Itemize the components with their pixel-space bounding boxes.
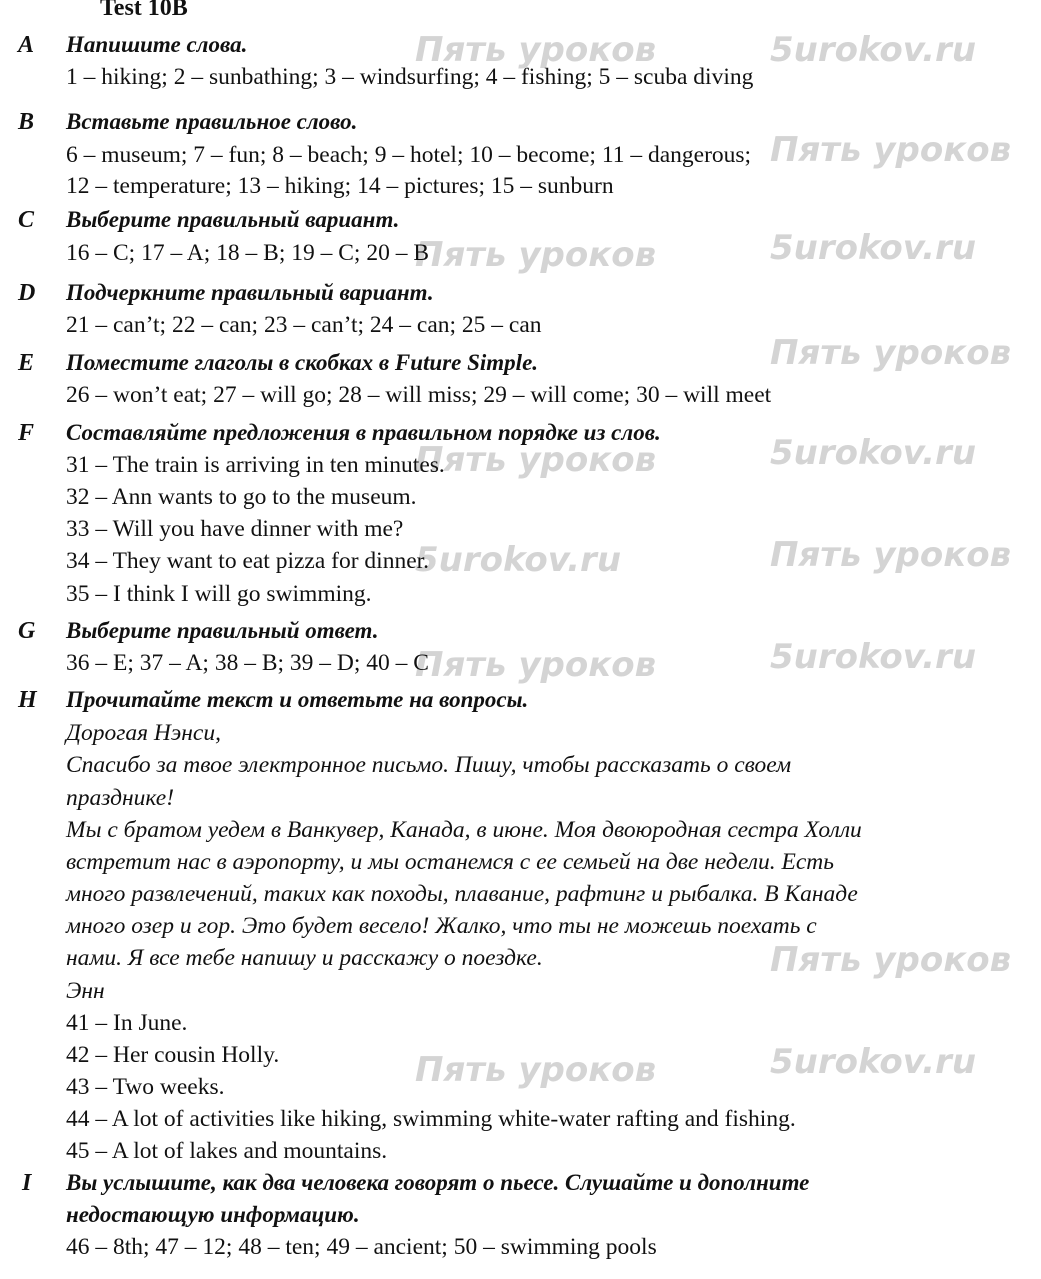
section-letter: E bbox=[18, 350, 35, 376]
watermark: Пять уроков bbox=[415, 645, 657, 685]
answer-line: 26 – won’t eat; 27 – will go; 28 – will miss; 29 – will come; 30 – will meet bbox=[66, 382, 772, 408]
section-heading: Выберите правильный ответ. bbox=[66, 618, 379, 643]
answer-line: 6 – museum; 7 – fun; 8 – beach; 9 – hotel; 10 – become; 11 – dangerous; bbox=[66, 142, 752, 168]
watermark: 5urokov.ru bbox=[770, 30, 977, 70]
watermark: Пять уроков bbox=[770, 940, 1012, 980]
answer-line: 21 – can’t; 22 – can; 23 – can’t; 24 – can; 25 – can bbox=[66, 312, 542, 338]
watermark: 5urokov.ru bbox=[770, 433, 977, 473]
watermark: Пять уроков bbox=[415, 440, 657, 480]
section-letter: D bbox=[18, 280, 36, 306]
answer-line: 36 – E; 37 – A; 38 – B; 39 – D; 40 – C bbox=[66, 650, 429, 676]
section-letter: G bbox=[18, 618, 36, 644]
watermark: 5urokov.ru bbox=[415, 540, 622, 580]
section-heading-continued: недостающую информацию. bbox=[66, 1202, 360, 1227]
answer-line: 44 – A lot of activities like hiking, swimming white-water rafting and fishing. bbox=[66, 1106, 796, 1132]
section-heading: Составляйте предложения в правильном порядке из слов. bbox=[66, 420, 661, 445]
letter-text-line: празднике! bbox=[66, 785, 175, 811]
watermark: Пять уроков bbox=[770, 535, 1012, 575]
answer-line: 41 – In June. bbox=[66, 1010, 188, 1036]
answer-line: 32 – Ann wants to go to the museum. bbox=[66, 484, 417, 510]
watermark: Пять уроков bbox=[415, 30, 657, 70]
page-title: Test 10B bbox=[100, 0, 188, 21]
letter-signature: Энн bbox=[66, 978, 105, 1004]
section-letter: A bbox=[18, 32, 35, 58]
answer-line: 46 – 8th; 47 – 12; 48 – ten; 49 – ancient; 50 – swimming pools bbox=[66, 1234, 657, 1260]
answer-line: 31 – The train is arriving in ten minutes. bbox=[66, 452, 445, 478]
section-letter: I bbox=[22, 1170, 32, 1196]
watermark: Пять уроков bbox=[415, 1050, 657, 1090]
section-heading: Выберите правильный вариант. bbox=[66, 207, 400, 232]
answer-line: 35 – I think I will go swimming. bbox=[66, 581, 372, 607]
watermark: Пять уроков bbox=[770, 333, 1012, 373]
section-heading: Подчеркните правильный вариант. bbox=[66, 280, 434, 305]
answer-line: 42 – Her cousin Holly. bbox=[66, 1042, 280, 1068]
section-letter: H bbox=[18, 687, 37, 713]
section-heading: Вы услышите, как два человека говорят о пьесе. Слушайте и дополните bbox=[66, 1170, 810, 1195]
watermark: 5urokov.ru bbox=[770, 228, 977, 268]
section-heading: Вставьте правильное слово. bbox=[66, 109, 358, 134]
section-letter: B bbox=[18, 109, 35, 135]
section-letter: C bbox=[18, 207, 35, 233]
letter-text-line: Дорогая Нэнси, bbox=[66, 720, 221, 746]
section-heading: Поместите глаголы в скобках в Future Simple. bbox=[66, 350, 539, 375]
watermark: Пять уроков bbox=[415, 235, 657, 275]
letter-text-line: много развлечений, таких как походы, плавание, рафтинг и рыбалка. В Канаде bbox=[66, 881, 858, 907]
answer-line: 12 – temperature; 13 – hiking; 14 – pictures; 15 – sunburn bbox=[66, 173, 614, 199]
section-heading: Прочитайте текст и ответьте на вопросы. bbox=[66, 687, 529, 712]
letter-text-line: встретит нас в аэропорту, и мы останемся с ее семьей на две недели. Есть bbox=[66, 849, 834, 875]
letter-text-line: Спасибо за твое электронное письмо. Пишу, чтобы рассказать о своем bbox=[66, 752, 792, 778]
answer-line: 34 – They want to eat pizza for dinner. bbox=[66, 548, 430, 574]
letter-text-line: нами. Я все тебе напишу и расскажу о поездке. bbox=[66, 945, 543, 971]
watermark: 5urokov.ru bbox=[770, 1042, 977, 1082]
answer-line: 1 – hiking; 2 – sunbathing; 3 – windsurfing; 4 – fishing; 5 – scuba diving bbox=[66, 64, 754, 90]
answer-line: 43 – Two weeks. bbox=[66, 1074, 225, 1100]
answer-line: 16 – C; 17 – A; 18 – B; 19 – C; 20 – B bbox=[66, 240, 429, 266]
section-letter: F bbox=[18, 420, 35, 446]
answer-line: 33 – Will you have dinner with me? bbox=[66, 516, 404, 542]
watermark: Пять уроков bbox=[770, 130, 1012, 170]
letter-text-line: много озер и гор. Это будет весело! Жалко, что ты не можешь поехать с bbox=[66, 913, 817, 939]
letter-text-line: Мы с братом уедем в Ванкувер, Канада, в июне. Моя двоюродная сестра Холли bbox=[66, 817, 862, 843]
answer-line: 45 – A lot of lakes and mountains. bbox=[66, 1138, 388, 1164]
section-heading: Напишите слова. bbox=[66, 32, 248, 57]
watermark: 5urokov.ru bbox=[770, 637, 977, 677]
